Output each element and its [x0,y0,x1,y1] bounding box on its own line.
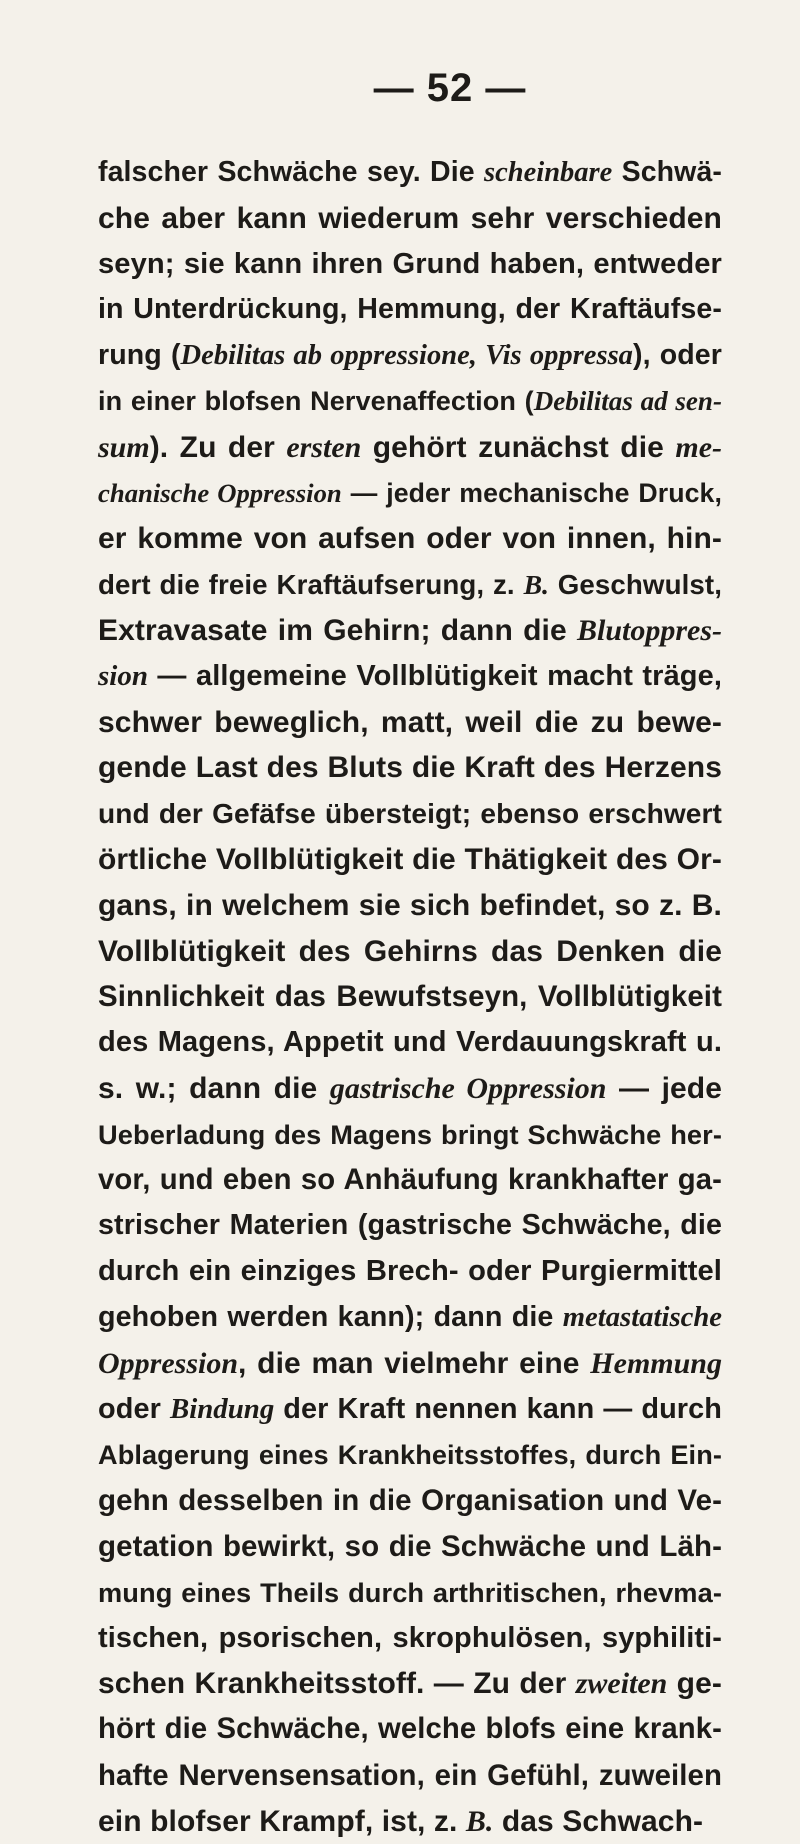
italic-text: sion [98,659,148,692]
text-line [98,1432,722,1478]
italic-text: ersten [286,430,362,464]
text-line [98,1387,722,1433]
text-line [98,1341,722,1387]
text-segment: getation bewirkt, so die Schwäche und Läh- [98,1529,722,1563]
text-line [98,1570,722,1616]
text-segment: ). Zu der [149,430,287,464]
text-segment: das Schwach- [493,1804,704,1838]
italic-text: B. [523,569,549,601]
text-segment: gehoben werden kann); dann die [98,1300,563,1333]
text-segment: che aber kann wiederum sehr verschieden [98,201,722,235]
text-segment: vor, und eben so Anhäufung krankhafter ga- [98,1163,722,1196]
italic-text: gastrische Oppression [329,1071,607,1105]
text-line [98,791,722,837]
italic-text: Blutoppres- [576,613,722,647]
text-segment: — jede [606,1071,723,1105]
text-segment: seyn; sie kann ihren Grund haben, entweder [98,247,722,280]
text-segment: ein blofser Krampf, ist, z. [98,1804,466,1838]
text-segment: er komme von aufsen oder von innen, hin- [98,522,722,556]
text-segment: schwer beweglich, matt, weil die zu bewe- [98,705,722,739]
text-segment: gehört zunächst die [361,430,676,464]
text-line [98,1203,722,1249]
text-line [98,1524,722,1570]
body-text [98,150,722,1844]
text-segment: — allgemeine Vollblütigkeit macht träge, [147,659,722,692]
text-segment: Schwä- [612,156,722,188]
text-segment: mung eines Theils durch arthritischen, rhevma- [98,1576,722,1608]
text-segment: Ablagerung eines Krankheitsstoffes, durch Ein- [98,1439,722,1471]
text-line [98,379,722,425]
text-segment: gende Last des Bluts die Kraft des Herzens [98,751,722,785]
text-segment: der Kraft nennen kann — durch [274,1392,723,1425]
text-line [98,1249,722,1295]
text-line [98,1799,722,1844]
text-segment: Sinnlichkeit das Bewufstseyn, Vollblütigkeit [98,980,722,1014]
page-number: — 52 — [373,66,527,110]
text-segment: örtliche Vollblütigkeit die Thätigkeit des Or- [98,842,722,876]
text-line [98,1112,722,1158]
text-segment: hafte Nervensensation, ein Gefühl, zuweilen [98,1758,722,1792]
text-line [98,700,722,746]
italic-text: me- [675,430,722,464]
text-line [98,242,722,288]
text-segment: hört die Schwäche, welche blofs eine krank- [98,1713,722,1746]
text-segment: Extravasate im Gehirn; dann die [98,613,577,647]
italic-text: sum [98,430,150,464]
text-segment: oder [98,1392,170,1425]
text-line [98,1066,722,1112]
italic-text: scheinbare [484,157,613,188]
text-segment: gehn desselben in die Organisation und Ve- [98,1484,722,1518]
text-line [98,287,722,333]
text-line [98,562,722,608]
text-segment: dert die freie Kraftäufserung, z. [98,569,524,601]
text-segment: des Magens, Appetit und Verdauungskraft u. [98,1026,722,1059]
text-line [98,837,722,883]
italic-text: Oppression [98,1346,239,1380]
italic-text: Hemmung [590,1346,722,1380]
text-line [98,1616,722,1662]
italic-text: Bindung [169,1392,275,1425]
text-segment: tischen, psorischen, skrophulösen, syphiliti- [98,1621,722,1654]
text-line [98,883,722,929]
text-segment: falscher Schwäche sey. Die [98,156,485,188]
text-segment: in einer blofsen Nervenaffection ( [98,385,534,416]
text-line [98,516,722,562]
text-segment: schen Krankheitsstoff. — Zu der [98,1667,576,1701]
text-segment: ge- [667,1667,722,1701]
text-line [98,608,722,654]
text-line [98,1753,722,1799]
text-line [98,150,722,196]
italic-text: metastatische [562,1300,722,1333]
text-line [98,333,722,379]
text-segment: gans, in welchem sie sich befindet, so z. B. [98,888,722,922]
text-line [98,196,722,242]
text-line [98,471,722,517]
text-segment: , die man vielmehr eine [238,1346,591,1380]
text-segment: Ueberladung des Magens bringt Schwäche her- [98,1118,722,1150]
text-line [98,1478,722,1524]
text-line [98,1295,722,1341]
text-segment: s. w.; dann die [98,1071,330,1105]
italic-text: zweiten [575,1667,668,1701]
text-segment: rung ( [98,339,181,372]
italic-text: Debilitas ab oppressione, Vis oppressa [180,340,633,372]
text-line [98,1707,722,1753]
text-line [98,1661,722,1707]
text-segment: — jeder mechanische Druck, [341,477,722,508]
text-segment: strischer Materien (gastrische Schwäche, die [98,1209,722,1242]
text-line [98,425,722,471]
text-line [98,974,722,1020]
italic-text: Debilitas ad sen- [533,385,722,416]
text-line [98,929,722,975]
text-line [98,1020,722,1066]
text-line [98,745,722,791]
text-segment: und der Gefäfse übersteigt; ebenso erschwert [98,798,722,830]
text-segment: ), oder [632,339,722,372]
text-segment: durch ein einziges Brech- oder Purgiermittel [98,1255,722,1288]
text-segment: in Unterdrückung, Hemmung, der Kraftäufse- [98,293,722,326]
text-line [98,654,722,700]
text-segment: Vollblütigkeit des Gehirns das Denken die [98,934,722,968]
italic-text: B. [465,1804,494,1838]
italic-text: chanische Oppression [98,477,342,508]
text-line [98,1158,722,1204]
text-segment: Geschwulst, [548,569,722,601]
